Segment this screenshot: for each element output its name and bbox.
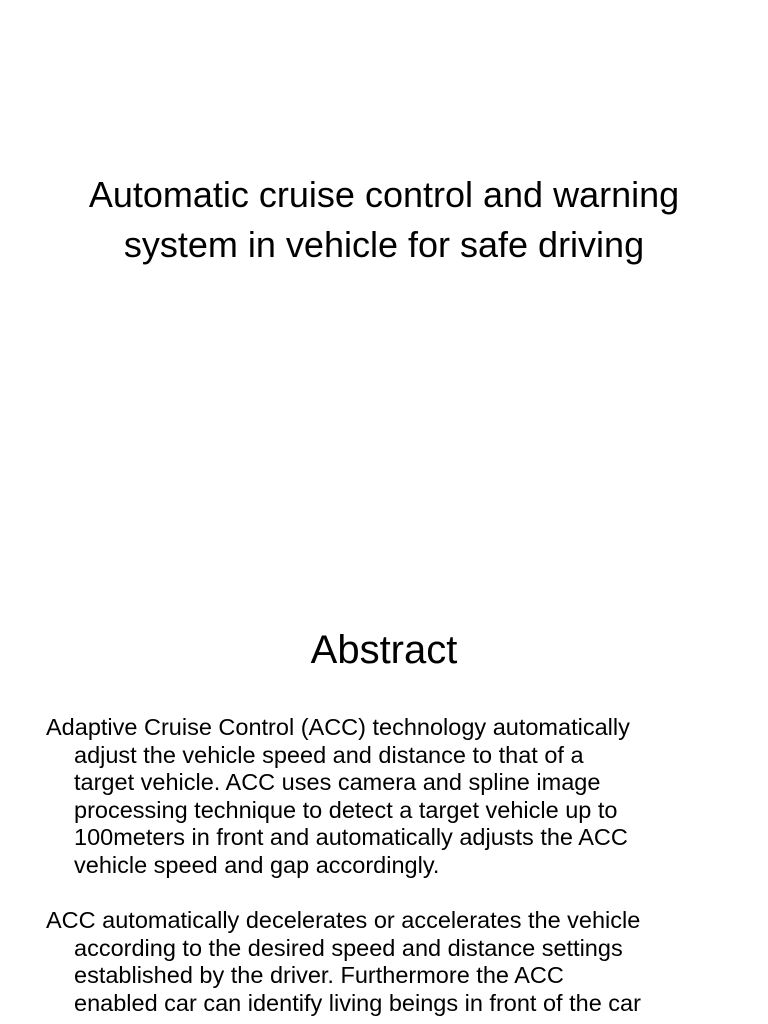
abstract-paragraph: Adaptive Cruise Control (ACC) technology automatically adjust the vehicle speed and distance to that of a target vehicle. ACC uses camera and spline image processing technique to detect a target vehicle up to 100meters in front and automatically adjusts the ACC vehicle speed and gap accordingly. [46, 714, 630, 878]
abstract-body [46, 714, 762, 1024]
abstract-paragraph: ACC automatically decelerates or accelerates the vehicle according to the desired speed and distance settings established by the driver. Furthermore the ACC enabled car can identify living beings in front of the car [46, 907, 641, 1016]
abstract-slide [0, 576, 768, 1024]
slide-title: Automatic cruise control and warning system in vehicle for safe driving [88, 174, 680, 265]
abstract-heading: Abstract [310, 628, 458, 672]
